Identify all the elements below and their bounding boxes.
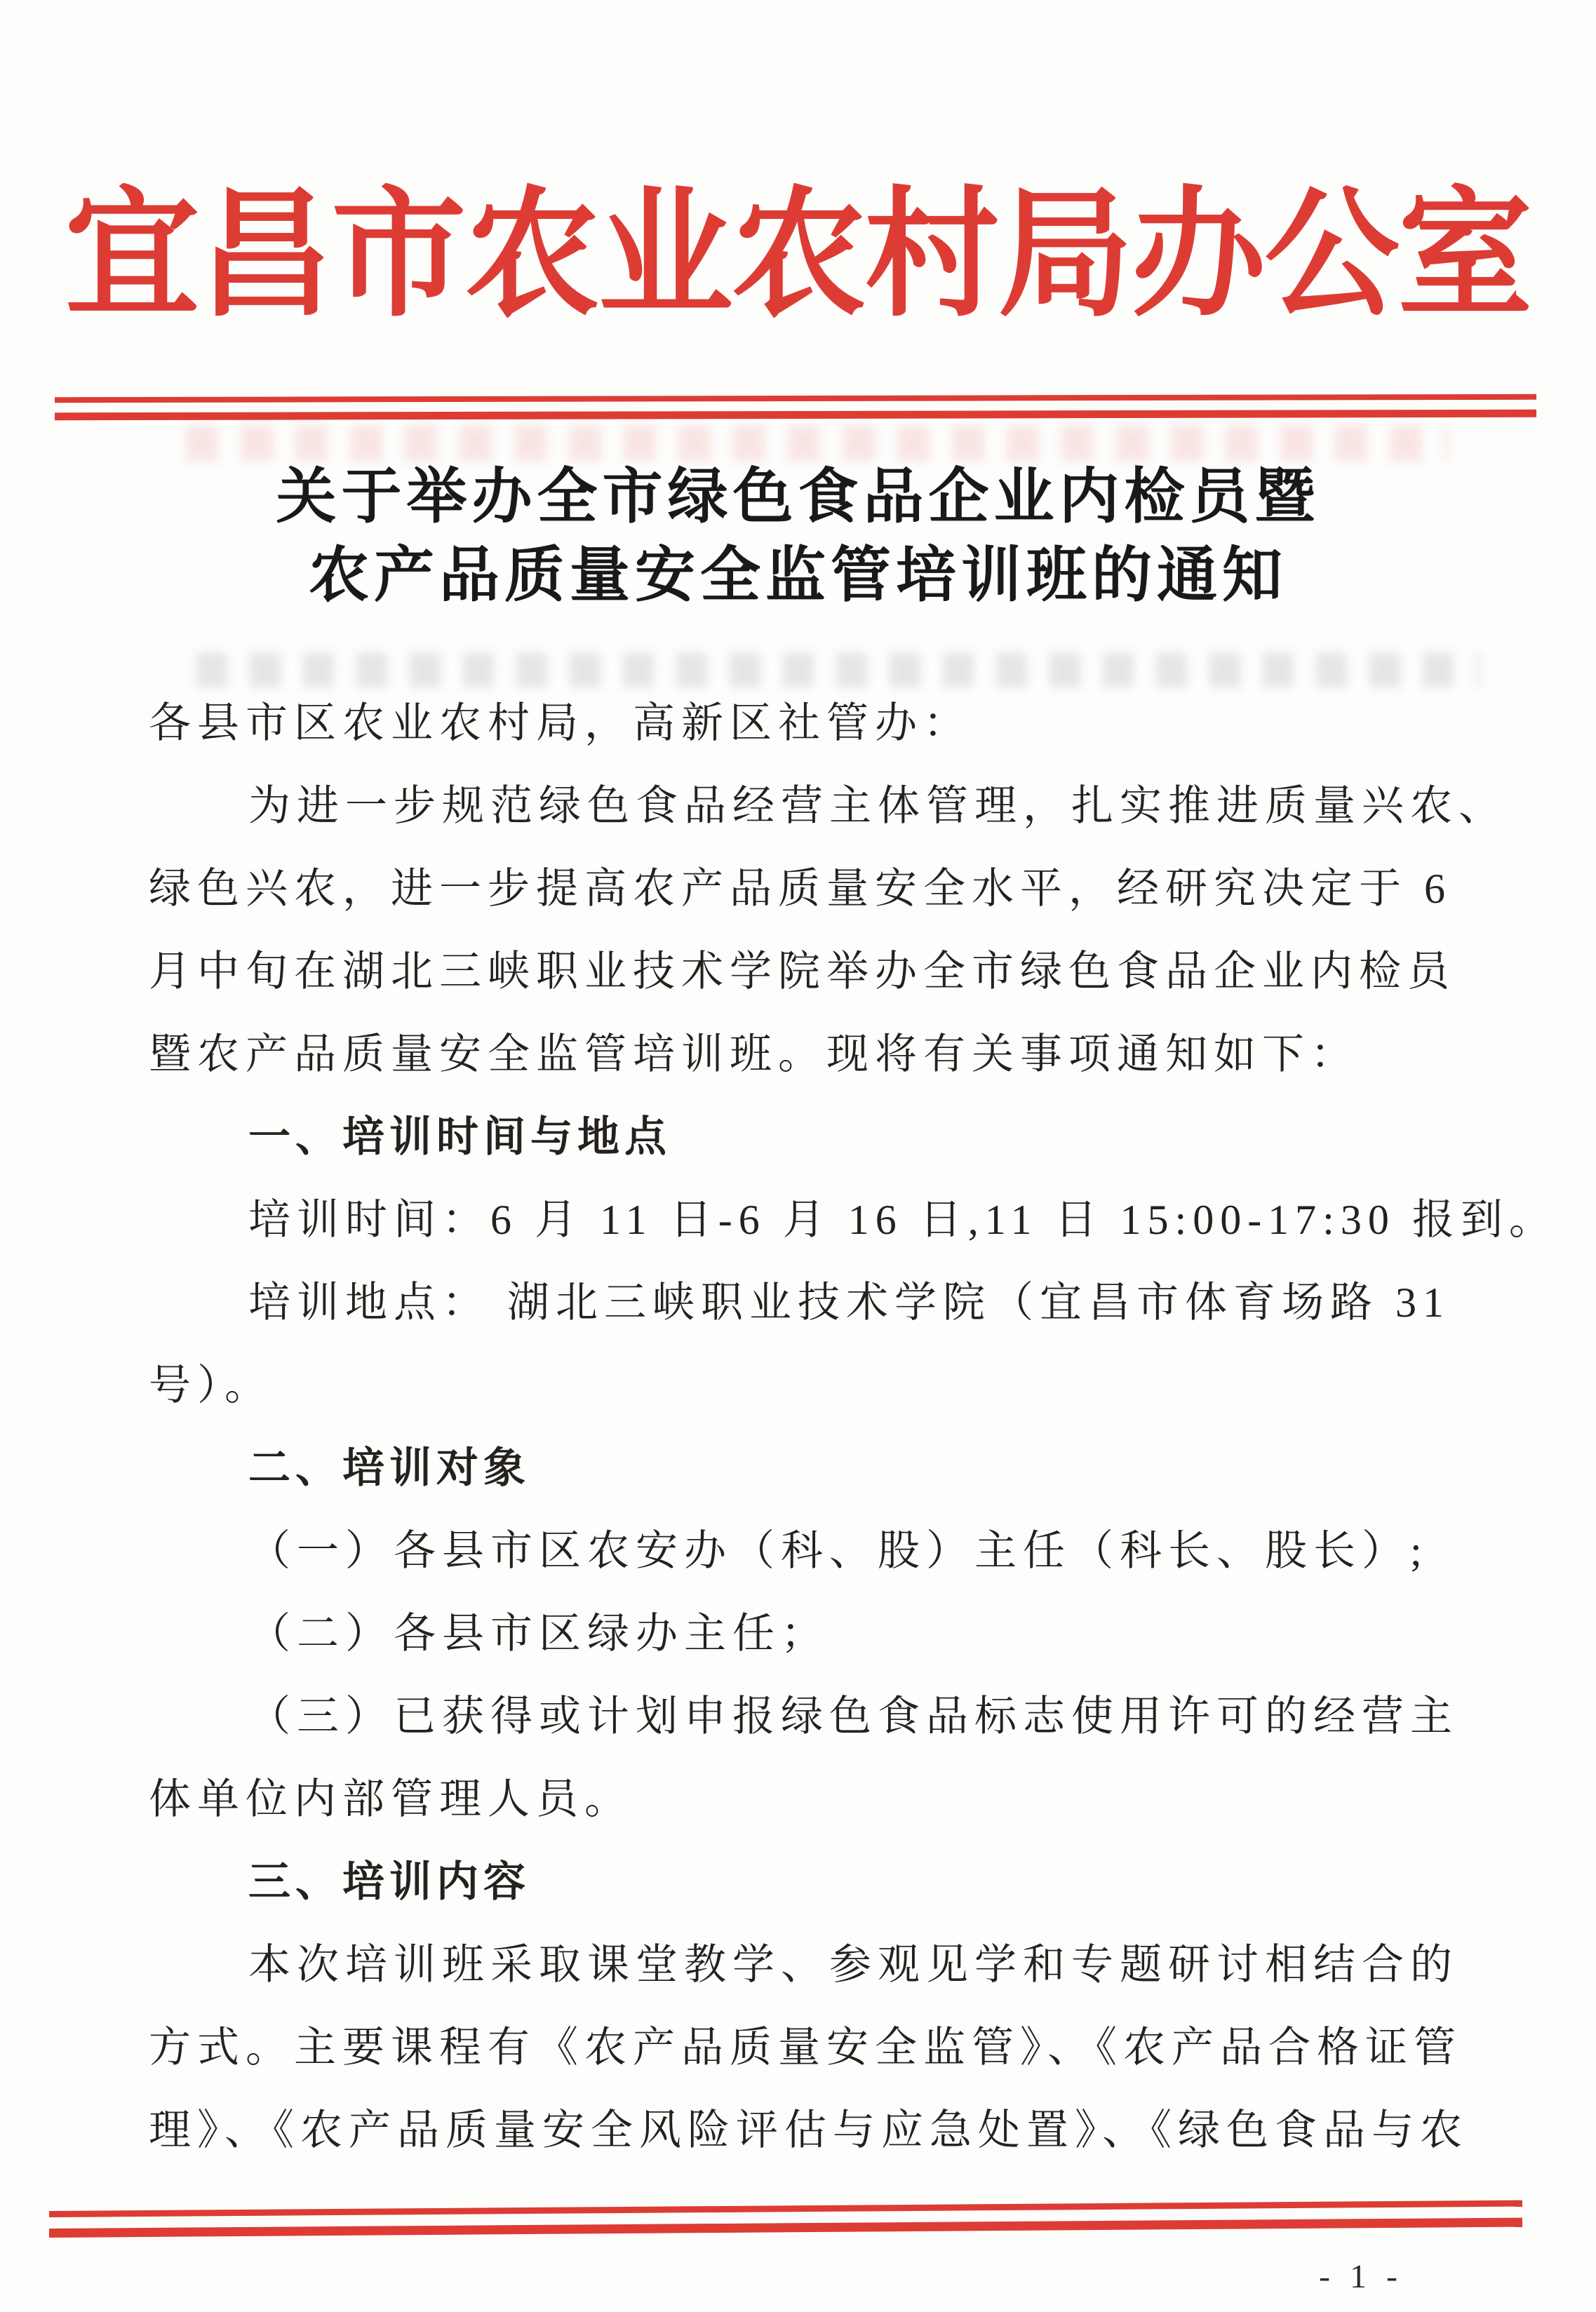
- document-body: [149, 682, 1557, 2172]
- document-title: [0, 457, 1596, 614]
- body-line: 方式。主要课程有《农产品质量安全监管》、《农产品合格证管: [149, 2024, 1462, 2071]
- body-line: 各县市区农业农村局，高新区社管办：: [149, 700, 972, 746]
- body-line: 绿色兴农，进一步提高农产品质量安全水平，经研究决定于 6: [149, 866, 1451, 912]
- masthead-agency-name: 宜昌市农业农村局办公室: [65, 177, 1531, 334]
- section-heading: 一、培训时间与地点: [248, 1113, 671, 1160]
- body-line: 月中旬在湖北三峡职业技术学院举办全市绿色食品企业内检员: [149, 948, 1456, 995]
- body-line: （一）各县市区农安办（科、股）主任（科长、股长）;: [248, 1528, 1428, 1574]
- section-heading: 二、培训对象: [248, 1444, 530, 1491]
- body-line: 培训时间：6 月 11 日-6 月 16 日,11 日 15:00-17:30 报到。: [248, 1197, 1557, 1243]
- body-line: 号）。: [149, 1362, 273, 1409]
- body-line: （二）各县市区绿办主任；: [248, 1611, 829, 1657]
- header-rule-thick: [55, 410, 1536, 420]
- body-line: 理》、《农产品质量安全风险评估与应急处置》、《绿色食品与农: [149, 2107, 1468, 2153]
- footer-rule-thick: [49, 2218, 1522, 2238]
- header-rule-thin: [55, 394, 1536, 403]
- document-title-line-2: 农产品质量安全监管培训班的通知: [309, 542, 1287, 609]
- bleedthrough-ghost-red: [186, 425, 1449, 462]
- body-line: 培训地点： 湖北三峡职业技术学院（宜昌市体育场路 31: [248, 1279, 1450, 1326]
- body-line: 体单位内部管理人员。: [149, 1776, 633, 1822]
- body-line: 本次培训班采取课堂教学、参观见学和专题研讨相结合的: [248, 1942, 1458, 1988]
- page-number: - 1 -: [1319, 2258, 1403, 2295]
- footer-rule-thin: [49, 2200, 1522, 2217]
- section-heading: 三、培训内容: [248, 1858, 530, 1905]
- body-line: （三）已获得或计划申报绿色食品标志使用许可的经营主: [248, 1693, 1458, 1740]
- document-title-line-1: 关于举办全市绿色食品企业内检员暨: [276, 463, 1320, 530]
- body-line: 为进一步规范绿色食品经营主体管理，扎实推进质量兴农、: [248, 783, 1507, 829]
- body-line: 暨农产品质量安全监管培训班。现将有关事项通知如下：: [149, 1031, 1359, 1077]
